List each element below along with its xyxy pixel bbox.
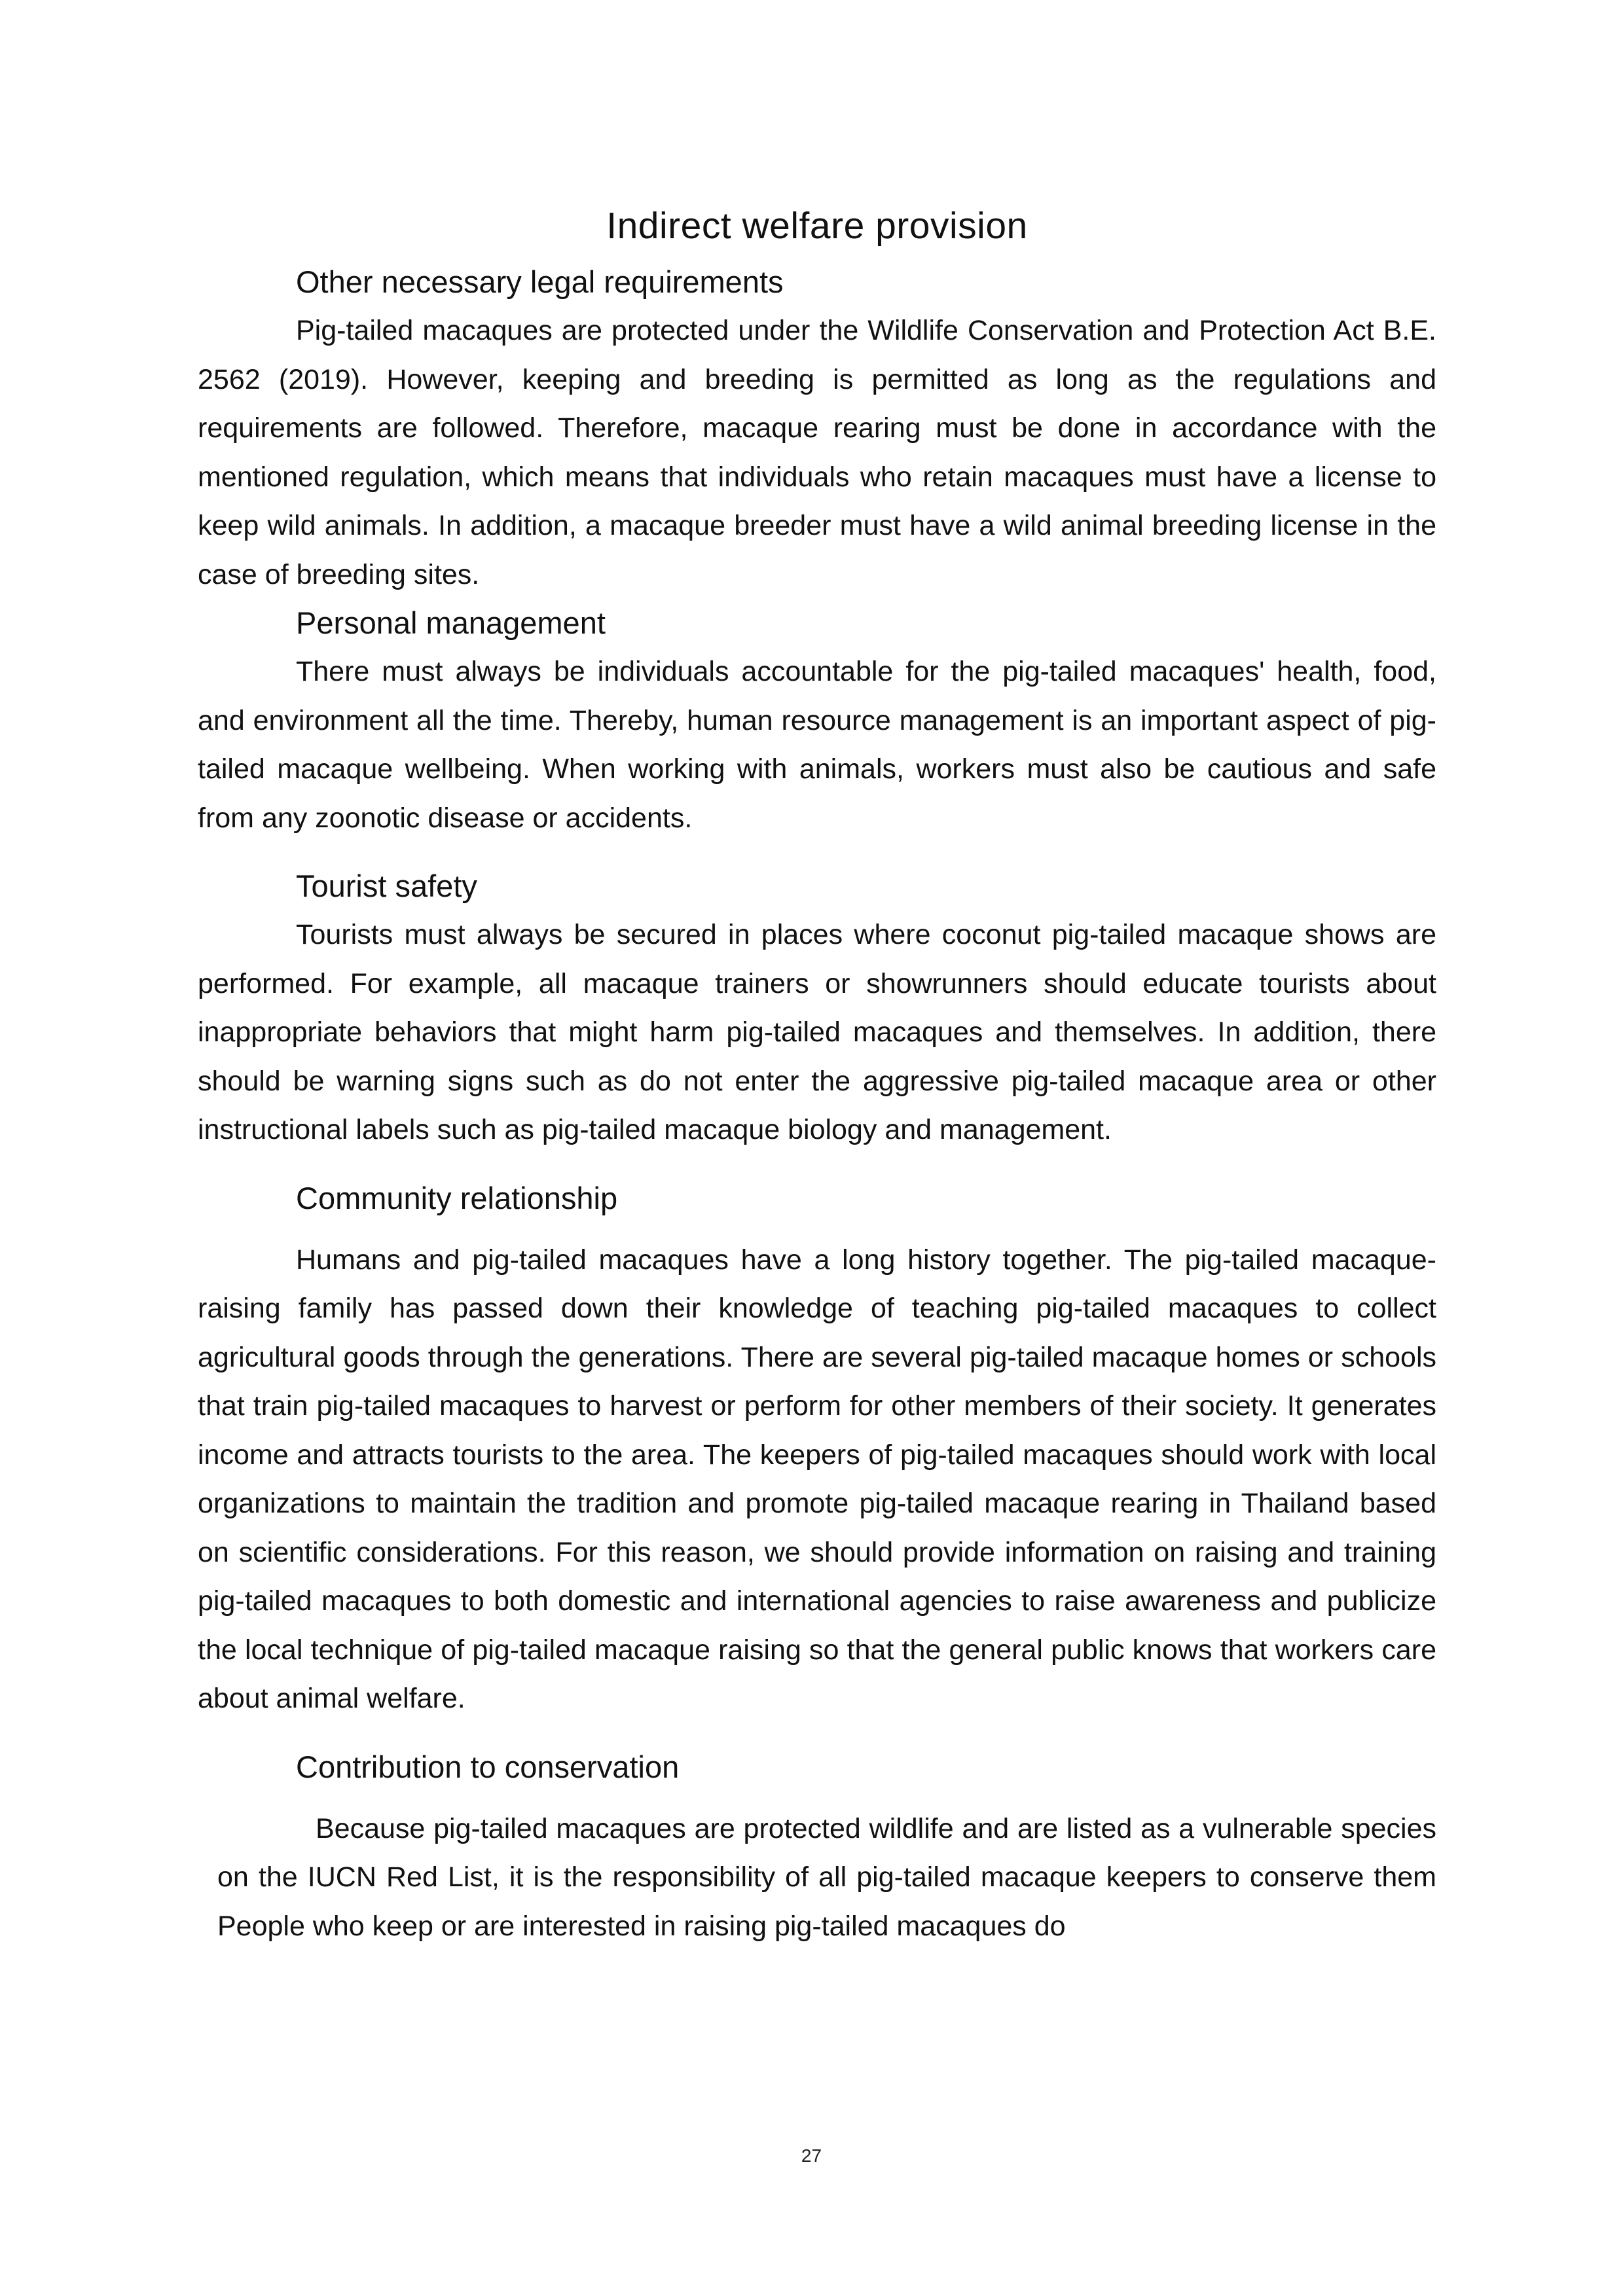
section-heading-community-relationship: Community relationship bbox=[296, 1180, 618, 1215]
section-text-personal-management: There must always be individuals accountable for the pig-tailed macaques' health, food, and environment all the time. Thereby, human resource management is an important aspect of pig-tailed macaque wellbeing. When working with animals, workers must also be cautious and safe from any zoonotic disease or accidents. bbox=[198, 656, 1436, 834]
section-heading-legal-requirements: Other necessary legal requirements bbox=[296, 264, 784, 299]
section-heading-contribution-conservation: Contribution to conservation bbox=[296, 1749, 680, 1784]
section-text-community-relationship: Humans and pig-tailed macaques have a long history together. The pig-tailed macaque-raising family has passed down their knowledge of teaching pig-tailed macaques to collect agricultural goods through the generations. There are several pig-tailed macaque homes or schools that train pig-tailed macaques to harvest or perform for other members of their society. It generates income and attracts tourists to the area. The keepers of pig-tailed macaques should work with local organizations to maintain the tradition and promote pig-tailed macaque rearing in Thailand based on scientific considerations. For this reason, we should provide information on raising and training pig-tailed macaques to both domestic and international agencies to raise awareness and publicize the local technique of pig-tailed macaque raising so that the general public knows that workers care about animal welfare. bbox=[198, 1244, 1436, 1714]
page-content bbox=[198, 196, 1436, 1950]
page-number: 27 bbox=[801, 2145, 822, 2166]
section-heading-personal-management: Personal management bbox=[296, 605, 606, 640]
section-heading-tourist-safety: Tourist safety bbox=[296, 869, 477, 903]
page-title: Indirect welfare provision bbox=[606, 205, 1028, 247]
section-text-tourist-safety: Tourists must always be secured in places where coconut pig-tailed macaque shows are performed. For example, all macaque trainers or showrunners should educate tourists about inappropriate behaviors that might harm pig-tailed macaques and themselves. In addition, there should be warning signs such as do not enter the aggressive pig-tailed macaque area or other instructional labels such as pig-tailed macaque biology and management. bbox=[198, 919, 1436, 1145]
section-text-contribution-conservation: Because pig-tailed macaques are protected wildlife and are listed as a vulnerable species on the IUCN Red List, it is the responsibility of all pig-tailed macaque keepers to conserve them People who keep or are interested in raising pig-tailed macaques do bbox=[217, 1812, 1436, 1942]
section-text-legal-requirements: Pig-tailed macaques are protected under the Wildlife Conservation and Protection Act B.E. 2562 (2019). However, keeping and breeding is permitted as long as the regulations and requirements are followed. Therefore, macaque rearing must be done in accordance with the mentioned regulation, which means that individuals who retain macaques must have a license to keep wild animals. In addition, a macaque breeder must have a wild animal breeding license in the case of breeding sites. bbox=[198, 315, 1436, 590]
